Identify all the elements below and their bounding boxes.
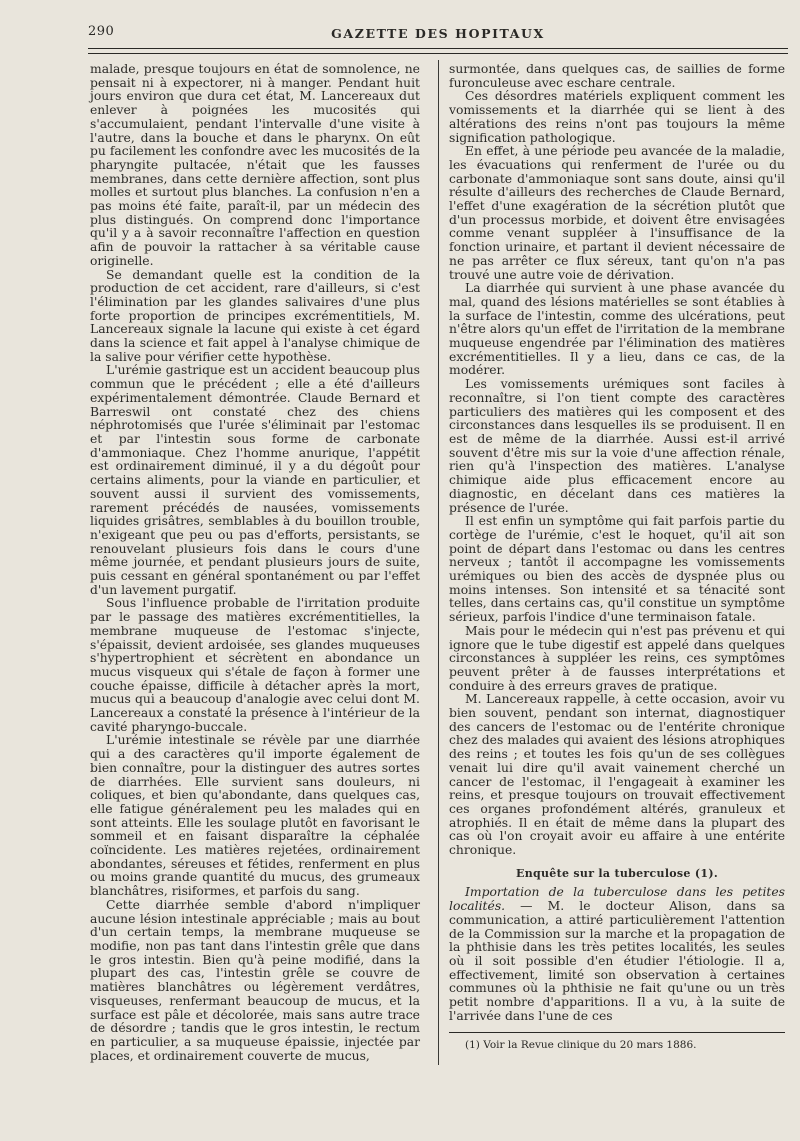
section-heading: Enquête sur la tuberculose (1). — [516, 866, 718, 880]
paragraph: Les vomissements urémiques sont faciles à reconnaître, si l'on tient compte des caractères particuliers des matières qui les composent et des circonstances dans lesquelles ils se produisent. Il en est de même de la diarrhée. Aussi est-il arrivé souvent d'être mis sur la voie d'une affection rénale, rien qu'à l'inspection des matières. L'analyse chimique aide plus efficacement encore au diagnostic, en décelant dans ces matières la présence de l'urée. — [449, 377, 785, 515]
page-header — [88, 24, 788, 46]
paragraph: Mais pour le médecin qui n'est pas prévenu et qui ignore que le tube digestif est appelé dans quelques circonstances à suppléer les reins, ces symptômes peuvent prêter à de fausses interprétations et conduire à des erreurs graves de pratique. — [449, 623, 785, 693]
footnote-rule — [449, 1032, 785, 1033]
right-column — [449, 63, 785, 1052]
paragraph: surmontée, dans quelques cas, de saillies de forme furonculeuse avec eschare centrale. — [449, 62, 785, 90]
paragraph: La diarrhée qui survient à une phase avancée du mal, quand des lésions matérielles se sont établies à la surface de l'intestin, comme des ulcérations, peut n'être alors qu'un effet de l'irritation de la membrane muqueuse engendrée par l'élimination des matières excrémentitielles. Il y a lieu, dans ce cas, de la modérer. — [449, 281, 785, 378]
paragraph: Ces désordres matériels expliquent comment les vomissements et la diarrhée qui se lient à des altérations des reins n'ont pas toujours la même signification pathologique. — [449, 89, 785, 145]
section-paragraph — [449, 886, 785, 1023]
column-divider — [438, 60, 439, 1065]
page-number: 290 — [88, 24, 115, 39]
journal-title: GAZETTE DES HOPITAUX — [331, 26, 545, 41]
paragraph: Sous l'influence probable de l'irritation produite par le passage des matières excrémentitielles, la membrane muqueuse de l'estomac s'injecte, s'épaissit, devient ardoisée, ses glandes muqueuses s'hypertrophient et sécrètent en abondance un mucus visqueux qui s'étale de façon à former une couche épaisse, difficile à détacher après la mort, mucus qui a beaucoup d'analogie avec celui dont M. Lancereaux a constaté la présence à l'intérieur de la cavité pharyngo-buccale. — [90, 596, 420, 734]
paragraph: L'urémie gastrique est un accident beaucoup plus commun que le précédent ; elle a été d'ailleurs expérimentalement démontrée. Claude Bernard et Barreswil ont constaté chez des chiens néphrotomisés que l'urée s'éliminait par l'estomac et par l'intestin sous forme de carbonate d'ammoniaque. Chez l'homme anurique, l'appétit est ordinairement diminué, il y a du dégoût pour certains aliments, pour la viande en particulier, et souvent aussi il survient des vomissements, rarement précédés de nausées, vomissements liquides grisâtres, semblables à du bouillon trouble, n'exigeant que peu ou pas d'efforts, persistants, se renouvelant plusieurs fois dans le cours d'une même journée, et pendant plusieurs jours de suite, puis cessant en général spontanément ou par l'effet d'un lavement purgatif. — [90, 363, 420, 597]
paragraph: Se demandant quelle est la condition de la production de cet accident, rare d'ailleurs, si c'est l'élimination par les glandes salivaires d'une plus forte proportion de principes excrémentitiels, M. Lancereaux signale la lacune qui existe à cet égard dans la science et fait appel à l'analyse chimique de la salive pour vérifier cette hypothèse. — [90, 267, 420, 364]
section-intro-italic: Importation de la tuberculose dans les petites localités. — [449, 885, 785, 914]
paragraph: Cette diarrhée semble d'abord n'impliquer aucune lésion intestinale appréciable ; mais au bout d'un certain temps, la membrane muqueuse se modifie, non pas tant dans l'intestin grêle que dans le gros intestin. Bien qu'à peine modifié, dans la plupart des cas, l'intestin grêle se couvre de matières blanchâtres ou légèrement verdâtres, visqueuses, renfermant beaucoup de mucus, et la surface est pâle et décolorée, mais sans autre trace de désordre ; tandis que le gros intestin, le rectum en particulier, a sa muqueuse épaissie, injectée par places, et ordinairement couverte de mucus, — [90, 897, 420, 1063]
left-column — [90, 63, 420, 1063]
paragraph: malade, presque toujours en état de somnolence, ne pensait ni à expectorer, ni à manger. Pendant huit jours environ que dura cet état, M. Lancereaux dut enlever à poignées les mucosités qui s'accumulaient, pendant l'intervalle d'une visite à l'autre, dans la bouche et dans le pharynx. On eût pu facilement les confondre avec les mucosités de la pharyngite pultacée, n'était que les fausses membranes, dans cette dernière affection, sont plus molles et surtout plus blanches. La confusion n'en a pas moins été faite, paraît-il, par un médecin des plus distingués. On comprend donc l'importance qu'il y a à savoir reconnaître l'affection en question afin de pouvoir la rattacher à sa véritable cause originelle. — [90, 62, 420, 268]
paragraph: En effet, à une période peu avancée de la maladie, les évacuations qui renferment de l'urée ou du carbonate d'ammoniaque sont sans doute, ainsi qu'il résulte d'ailleurs des recherches de Claude Bernard, l'effet d'une exagération de la sécrétion plutôt que d'un processus morbide, et doivent être envisagées comme venant suppléer à l'insuffisance de la fonction urinaire, et partant il devient nécessaire de ne pas arrêter ce flux séreux, tant qu'on n'a pas trouvé une autre voie de dérivation. — [449, 144, 785, 282]
paragraph: Il est enfin un symptôme qui fait parfois partie du cortège de l'urémie, c'est le hoquet, qu'il ait son point de départ dans l'estomac ou dans les centres nerveux ; tantôt il accompagne les vomissements urémiques ou bien des accès de dyspnée plus ou moins intenses. Son intensité et sa ténacité sont telles, dans certains cas, qu'il constitue un symptôme sérieux, parfois l'indice d'une terminaison fatale. — [449, 514, 785, 625]
paragraph: L'urémie intestinale se révèle par une diarrhée qui a des caractères qu'il importe également de bien connaître, pour la distinguer des autres sortes de diarrhées. Elle survient sans douleurs, ni coliques, et bien qu'abondante, dans quelques cas, elle fatigue généralement peu les malades qui en sont atteints. Elle les soulage plutôt en favorisant le sommeil et en faisant disparaître la céphalée coïncidente. Les matières rejetées, ordinairement abondantes, séreuses et fétides, renferment en plus ou moins grande quantité du mucus, des grumeaux blanchâtres, risiformes, et parfois du sang. — [90, 733, 420, 899]
section-intro-text: — M. le docteur Alison, dans sa communication, a attiré particulièrement l'attention de la Commission sur la marche et la propagation de la phthisie dans les très petites localités, les seules où il soit possible d'en étudier l'étiologie. Il a, effectivement, limité son observation à certaines communes où la phthisie ne fait qu'une ou un très petit nombre d'apparitions. Il a vu, à la suite de l'arrivée dans l'une de ces — [449, 899, 785, 1023]
footnote: (1) Voir la Revue clinique du 20 mars 1886. — [465, 1038, 697, 1051]
paragraph: M. Lancereaux rappelle, à cette occasion, avoir vu bien souvent, pendant son internat, diagnostiquer des cancers de l'estomac ou de l'entérite chronique chez des malades qui avaient des lésions atrophiques des reins ; et toutes les fois qu'un de ses collègues venait lui dire qu'il avait vainement cherché un cancer de l'estomac, il l'engageait à examiner les reins, et presque toujours on trouvait effectivement ces organes profondément altérés, granuleux et atrophiés. Il en était de même dans la plupart des cas où l'on croyait avoir eu affaire à une entérite chronique. — [449, 692, 785, 858]
header-rule — [88, 48, 788, 54]
